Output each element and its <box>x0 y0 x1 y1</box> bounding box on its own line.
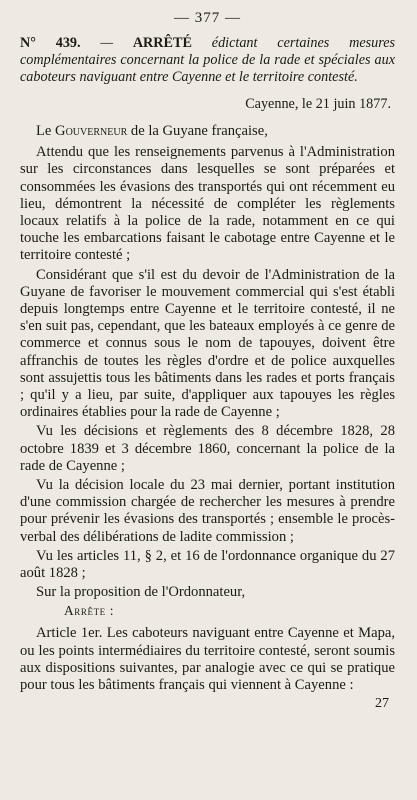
signature-mark: 27 <box>375 696 389 712</box>
article-one: Article 1er. Les caboteurs naviguant entre Cayenne et Mapa, ou les points intermédiaires du territoire contesté, seront soumis aux dispositions suivantes, par analogie avec ce qui se pratique pour tous les bâtiments français qui viennent à Cayenne : <box>20 625 395 694</box>
heading-dash: — <box>100 35 113 51</box>
governor-prefix: Le <box>36 123 56 139</box>
arrete-label: Arrête : <box>64 603 115 619</box>
decree-heading <box>20 35 395 86</box>
decree-keyword: ARRÊTÉ <box>132 35 192 51</box>
governor-title: Gouverneur <box>55 123 128 139</box>
paragraph-attendu: Attendu que les renseignements parvenus à l'Administration sur les circonstances dans lesquelles se sont préparées et consommées les évasions des transportés qui ont récemment eu lieu, démontrent la nécessité de compléter les règlements locaux relatifs à la police de la rade, notamment en ce qui touche les embarcations faisant le cabotage entre Cayenne et le territoire contesté ; <box>20 144 395 264</box>
page-number: — 377 — <box>174 10 241 26</box>
governor-line <box>20 123 395 140</box>
paragraph-considerant: Considérant que s'il est du devoir de l'Administration de la Guyane de favoriser le mouvement commercial qui s'est établi depuis longtemps entre Cayenne et le territoire contesté, il ne s'en suit pas, cependant, que les bateaux employés à ce genre de commerce et connus sous le nom de tapouyes, doivent être affranchis de toutes les règles d'ordre et de police auxquelles sont assujettis tous les bâtiments dans les rades et ports français ; qu'il y a lieu, par suite, d'appliquer aux tapouyes les règles ordinaires établies pour la rade de Cayenne ; <box>20 266 395 421</box>
decree-number: N° 439. <box>20 35 81 51</box>
date-line: Cayenne, le 21 juin 1877. <box>245 96 391 112</box>
paragraph-vu-decisions: Vu les décisions et règlements des 8 décembre 1828, 28 octobre 1839 et 3 décembre 1860, concernant la police de la rade de Cayenne ; <box>20 423 395 474</box>
paragraph-proposition: Sur la proposition de l'Ordonnateur, <box>36 584 246 601</box>
governor-rest: de la Guyane française, <box>127 123 268 139</box>
paragraph-vu-decision-locale: Vu la décision locale du 23 mai dernier, portant institution d'une commission chargée de rechercher les mesures à prendre pour prévenir les évasions des transportés ; ensemble le procès-verbal des délibérations de ladite commission ; <box>20 477 395 545</box>
paragraph-vu-articles: Vu les articles 11, § 2, et 16 de l'ordonnance organique du 27 août 1828 ; <box>20 547 395 582</box>
decree-title: édictant certaines mesures complémentaires concernant la police de la rade et spéciales aux caboteurs naviguant entre Cayenne et le territoire contesté. <box>20 35 396 85</box>
